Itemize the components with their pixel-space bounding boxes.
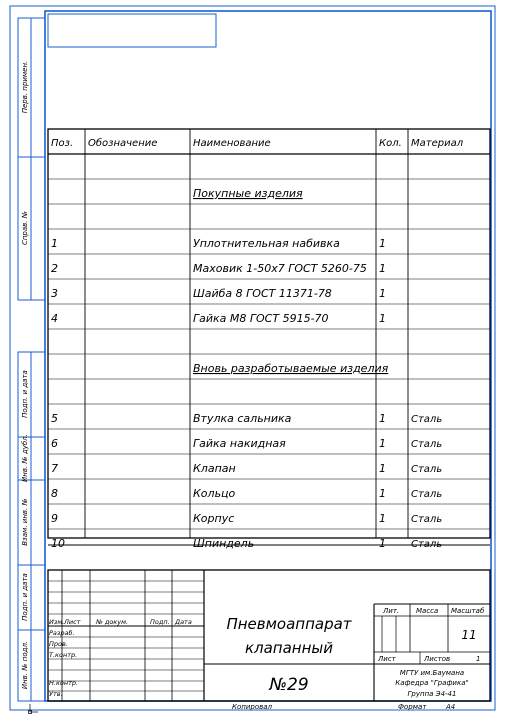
spec-header xyxy=(51,137,464,149)
cell-name: Гайка М8 ГОСТ 5915-70 xyxy=(193,312,329,325)
mass-label: Масса xyxy=(416,607,439,615)
origin-axis-marker xyxy=(29,704,39,714)
org-line-1: МГТУ им.Баумана xyxy=(399,669,465,677)
cell-qty: 1 xyxy=(379,412,386,425)
spec-rows xyxy=(48,179,490,550)
cell-name: Кольцо xyxy=(193,487,236,500)
table-row xyxy=(48,287,490,304)
cell-pos: 4 xyxy=(51,312,58,325)
org-line-3: Группа Э4-41 xyxy=(407,690,457,698)
cell-name: Шайба 8 ГОСТ 11371-78 xyxy=(193,287,332,300)
cell-name: Маховик 1-50х7 ГОСТ 5260-75 xyxy=(193,262,367,275)
role-razrab: Разраб. xyxy=(49,629,75,637)
table-row xyxy=(48,512,490,529)
side-label: Инв. № подл. xyxy=(21,640,29,690)
cell-name: Шпиндель xyxy=(193,537,255,550)
role-prov: Пров. xyxy=(49,640,68,648)
sheets-label: Листов xyxy=(424,655,451,663)
table-row xyxy=(48,312,490,329)
cell-qty: 1 xyxy=(379,437,386,450)
title-line-2: клапанный xyxy=(244,639,334,657)
header-qty: Кол. xyxy=(379,138,402,149)
cell-material: Сталь xyxy=(411,439,443,450)
cell-name: Втулка сальника xyxy=(193,412,292,425)
cell-qty: 1 xyxy=(379,287,386,300)
role-nkontr: Н.контр. xyxy=(49,679,79,687)
cell-qty: 1 xyxy=(379,237,386,250)
format-value: А4 xyxy=(446,703,456,711)
side-label: Инв. № дубл. xyxy=(21,434,29,482)
col-date: Дата xyxy=(175,618,192,626)
table-row xyxy=(48,487,490,504)
cell-name: Гайка накидная xyxy=(193,437,286,450)
cell-qty: 1 xyxy=(379,487,386,500)
cell-name: Вновь разработываемые изделия xyxy=(193,362,389,375)
table-row xyxy=(48,412,490,429)
cell-material: Сталь xyxy=(411,514,443,525)
header-pos: Поз. xyxy=(51,138,74,149)
inner-frame xyxy=(45,11,491,701)
cell-qty: 1 xyxy=(379,312,386,325)
cell-name: Покупные изделия xyxy=(193,187,303,200)
copied-label: Копировал xyxy=(232,703,272,711)
cell-pos: 5 xyxy=(51,412,58,425)
col-docnum: № докум. xyxy=(96,618,129,626)
table-row xyxy=(48,187,490,204)
table-row xyxy=(51,537,442,550)
cell-qty: 1 xyxy=(379,462,386,475)
cell-pos: 10 xyxy=(51,537,65,550)
role-tkontr: Т.контр. xyxy=(49,651,78,659)
cell-pos: 8 xyxy=(51,487,58,500)
drawing-number: №29 xyxy=(269,675,309,695)
title-line-1: Пневмоаппарат xyxy=(226,615,352,633)
scale-value: 11 xyxy=(461,628,477,642)
sheet-label: Лист xyxy=(378,655,396,663)
side-label: Подп. и дата xyxy=(21,573,29,621)
cell-pos: 1 xyxy=(51,237,58,250)
cell-pos: 7 xyxy=(51,462,58,475)
cell-qty: 1 xyxy=(379,537,386,550)
table-row xyxy=(48,362,490,379)
side-label: Перв. примен. xyxy=(21,60,29,114)
cell-pos: 6 xyxy=(51,437,58,450)
scale-label: Масштаб xyxy=(451,607,485,615)
cell-material: Сталь xyxy=(411,489,443,500)
cell-name: Корпус xyxy=(193,512,235,525)
cell-qty: 1 xyxy=(379,512,386,525)
cell-name: Уплотнительная набивка xyxy=(193,237,340,250)
table-row xyxy=(48,437,490,454)
cell-pos: 9 xyxy=(51,512,58,525)
side-label: Подп. и дата xyxy=(21,370,29,418)
sheets-value: 1 xyxy=(476,655,481,663)
cell-pos: 3 xyxy=(51,287,58,300)
cell-material: Сталь xyxy=(411,464,443,475)
table-row xyxy=(48,462,490,479)
col-list: Лист xyxy=(64,618,81,626)
cell-qty: 1 xyxy=(379,262,386,275)
table-row xyxy=(48,237,490,254)
cell-name: Клапан xyxy=(193,462,236,475)
lit-label: Лит. xyxy=(383,607,400,615)
header-material: Материал xyxy=(411,138,464,149)
cell-material: Сталь xyxy=(411,539,443,550)
top-stamp-box xyxy=(48,14,216,47)
header-name: Наименование xyxy=(193,138,271,149)
side-label: Справ. № xyxy=(21,210,29,246)
col-izm: Изм. xyxy=(49,618,65,626)
org-line-2: Кафедра "Графика" xyxy=(395,679,469,687)
header-designation: Обозначение xyxy=(88,138,158,149)
cell-material: Сталь xyxy=(411,414,443,425)
side-label: Взам. инв. № xyxy=(21,498,29,546)
table-row xyxy=(48,262,490,279)
col-sign: Подп. xyxy=(150,618,170,626)
role-utv: Утв. xyxy=(49,690,63,698)
cell-pos: 2 xyxy=(51,262,58,275)
format-label: Формат xyxy=(398,703,427,711)
